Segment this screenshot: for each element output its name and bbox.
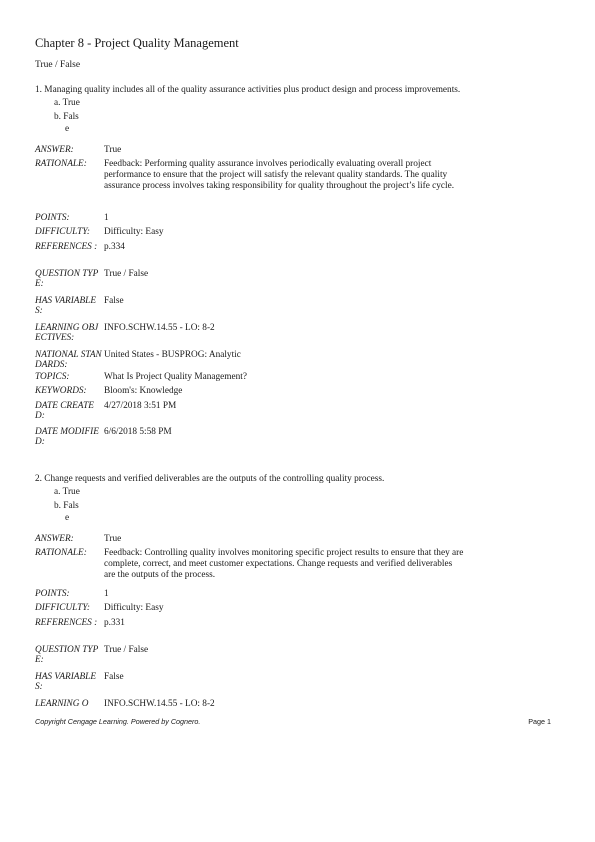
date-created-label: DATE CREATED: bbox=[35, 400, 94, 421]
rationale-row bbox=[35, 548, 555, 589]
date-modified-label: DATE MODIFIED: bbox=[35, 426, 99, 447]
points-value: 1 bbox=[104, 212, 109, 223]
topics-value: What Is Project Quality Management? bbox=[104, 371, 248, 382]
has-variables-value: False bbox=[104, 671, 124, 682]
question-type-value: True / False bbox=[104, 268, 149, 279]
difficulty-row bbox=[35, 603, 555, 618]
difficulty-label: DIFFICULTY: bbox=[35, 226, 90, 237]
section-title: True / False bbox=[35, 60, 81, 70]
question-metadata bbox=[35, 534, 555, 713]
question-type-row bbox=[35, 645, 555, 672]
question-metadata bbox=[35, 145, 555, 453]
choice-a: a. True bbox=[54, 97, 80, 108]
references-row bbox=[35, 618, 555, 645]
answer-value: True bbox=[104, 144, 122, 155]
rationale-value: Feedback: Performing quality assurance involves periodically evaluating overall project performance to ensure that the project will satisfy the relevant quality standards. The quality assurance process involves taking responsibility for quality throughout the project’s life cycle. bbox=[104, 158, 455, 191]
difficulty-value: Difficulty: Easy bbox=[104, 226, 164, 237]
points-label: POINTS: bbox=[35, 212, 70, 223]
date-modified-value: 6/6/2018 5:58 PM bbox=[104, 426, 172, 437]
question-text: 2. Change requests and verified deliverables are the outputs of the controlling quality process. bbox=[35, 474, 385, 484]
date-modified-row bbox=[35, 427, 555, 453]
page-footer bbox=[35, 717, 551, 726]
answer-value: True bbox=[104, 533, 122, 544]
keywords-value: Bloom's: Knowledge bbox=[104, 385, 183, 396]
learning-objectives-row bbox=[35, 699, 555, 713]
references-value: p.331 bbox=[104, 617, 125, 628]
date-created-value: 4/27/2018 3:51 PM bbox=[104, 400, 177, 411]
choice-a: a. True bbox=[54, 486, 80, 497]
difficulty-row bbox=[35, 227, 555, 242]
references-value: p.334 bbox=[104, 241, 125, 252]
answer-row bbox=[35, 534, 555, 548]
question-type-row bbox=[35, 269, 555, 296]
learning-objectives-value: INFO.SCHW.14.55 - LO: 8-2 bbox=[104, 698, 215, 709]
date-created-row bbox=[35, 401, 555, 427]
difficulty-value: Difficulty: Easy bbox=[104, 602, 164, 613]
choice-b-wrap: e bbox=[65, 512, 70, 523]
points-row bbox=[35, 589, 555, 603]
has-variables-value: False bbox=[104, 295, 124, 306]
topics-label: TOPICS: bbox=[35, 371, 70, 382]
difficulty-label: DIFFICULTY: bbox=[35, 602, 90, 613]
has-variables-row bbox=[35, 296, 555, 323]
question-type-label: QUESTION TYPE: bbox=[35, 644, 99, 665]
chapter-title: Chapter 8 - Project Quality Management bbox=[35, 36, 239, 50]
choice-b: b. Fals bbox=[54, 500, 79, 511]
rationale-row bbox=[35, 159, 555, 213]
rationale-value: Feedback: Controlling quality involves monitoring specific project results to ensure that they are complete, correct, and meet customer expectations. Change requests and verified deliverables are the outputs of the process. bbox=[104, 547, 464, 580]
references-label: REFERENCES : bbox=[35, 617, 98, 628]
points-value: 1 bbox=[104, 588, 109, 599]
question-1 bbox=[35, 85, 555, 453]
answer-label: ANSWER: bbox=[35, 144, 74, 155]
has-variables-row bbox=[35, 672, 555, 699]
has-variables-label: HAS VARIABLES: bbox=[35, 295, 97, 316]
learning-objectives-row bbox=[35, 323, 555, 350]
has-variables-label: HAS VARIABLES: bbox=[35, 671, 97, 692]
learning-objectives-label: LEARNING O bbox=[35, 698, 89, 709]
question-text: 1. Managing quality includes all of the quality assurance activities plus product design and process improvements. bbox=[35, 85, 461, 95]
references-label: REFERENCES : bbox=[35, 241, 98, 252]
keywords-row bbox=[35, 386, 555, 401]
points-row bbox=[35, 213, 555, 227]
learning-objectives-value: INFO.SCHW.14.55 - LO: 8-2 bbox=[104, 322, 215, 333]
question-type-label: QUESTION TYPE: bbox=[35, 268, 99, 289]
answer-label: ANSWER: bbox=[35, 533, 74, 544]
references-row bbox=[35, 242, 555, 269]
learning-objectives-label: LEARNING OBJECTIVES: bbox=[35, 322, 99, 343]
choices bbox=[35, 97, 555, 145]
keywords-label: KEYWORDS: bbox=[35, 385, 87, 396]
topics-row bbox=[35, 372, 555, 386]
points-label: POINTS: bbox=[35, 588, 70, 599]
national-standards-label: NATIONAL STANDARDS: bbox=[35, 349, 102, 370]
page-number: Page 1 bbox=[528, 717, 551, 726]
question-2 bbox=[35, 474, 555, 713]
choice-b-wrap: e bbox=[65, 123, 70, 134]
copyright-text: Copyright Cengage Learning. Powered by Cognero. bbox=[35, 717, 201, 726]
national-standards-value: United States - BUSPROG: Analytic bbox=[104, 349, 241, 360]
choice-b: b. Fals bbox=[54, 111, 79, 122]
answer-row bbox=[35, 145, 555, 159]
rationale-label: RATIONALE: bbox=[35, 547, 87, 558]
national-standards-row bbox=[35, 350, 555, 372]
rationale-label: RATIONALE: bbox=[35, 158, 87, 169]
question-type-value: True / False bbox=[104, 644, 149, 655]
choices bbox=[35, 486, 555, 534]
